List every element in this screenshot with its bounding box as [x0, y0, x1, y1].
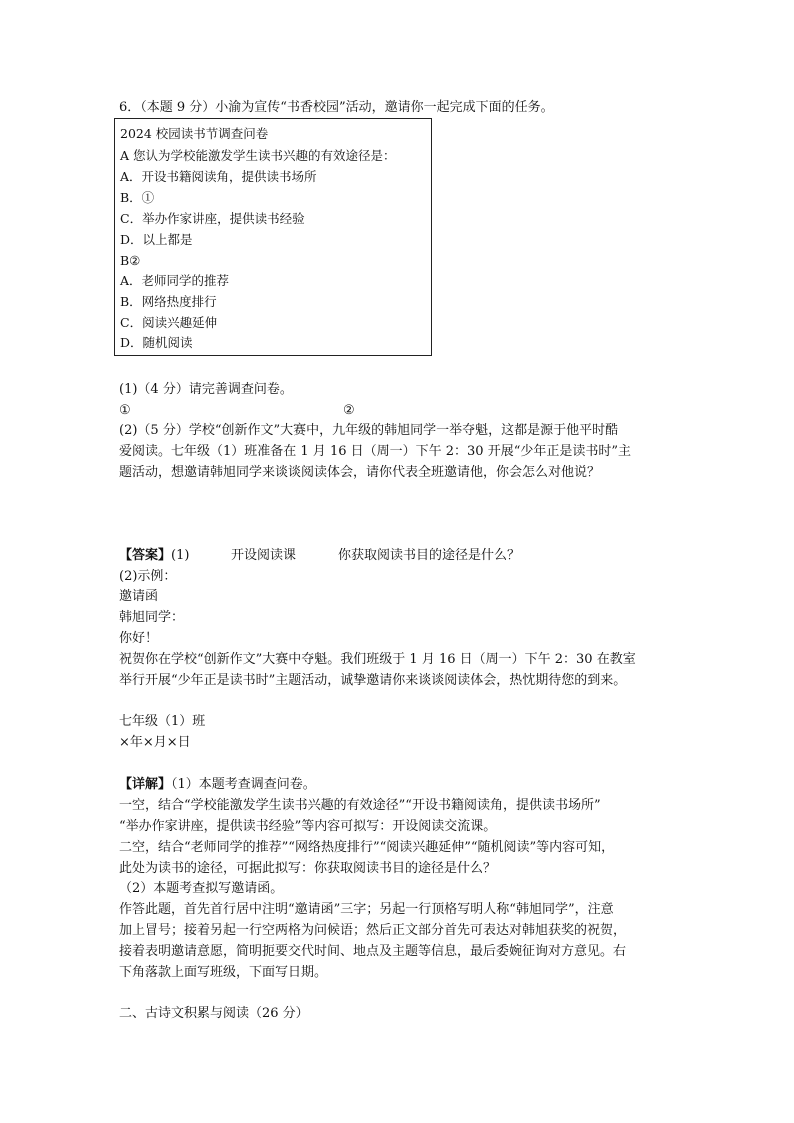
survey-option: C．阅读兴趣延伸 [120, 315, 218, 330]
survey-option: A．开设书籍阅读角，提供读书场所 [120, 169, 317, 184]
detail-line: （2）本题考查拟写邀请函。 [119, 881, 284, 896]
detail-line: 一空，结合“学校能激发学生读书兴趣的有效途径”“开设书籍阅读角，提供读书场所” [119, 798, 601, 813]
detail-line: 作答此题，首先首行居中注明“邀请函”三字；另起一行顶格写明人称“韩旭同学”，注意 [119, 902, 614, 917]
answer-blank-1: 开设阅读课 [231, 548, 297, 563]
detail-line: 二空，结合“老师同学的推荐”“网络热度排行”“阅读兴趣延伸”“随机阅读”等内容可知， [119, 840, 615, 855]
detail-line: （1）本题考查调查问卷。 [171, 777, 316, 792]
survey-option: D．以上都是 [120, 232, 193, 247]
letter-body-line: 祝贺你在学校“创新作文”大赛中夺魁。我们班级于 1 月 16 日（周一）下午 2：30 在教室 [119, 652, 636, 667]
detail-line: 接着表明邀请意愿，简明扼要交代时间、地点及主题等信息，最后委婉征询对方意见。右 [119, 944, 627, 959]
survey-title: 2024 校园读书节调查问卷 [120, 126, 269, 141]
letter-greeting: 你好！ [119, 631, 159, 646]
detail-line: 下角落款上面写班级，下面写日期。 [119, 965, 328, 980]
section-heading: 二、古诗文积累与阅读（26 分） [119, 1006, 309, 1021]
detail-first-line [119, 776, 316, 794]
sub-question-1: (1)（4 分）请完善调查问卷。 [119, 382, 293, 397]
letter-signature: 七年级（1）班 [119, 714, 206, 729]
sub-question-2-line: 题活动，想邀请韩旭同学来谈谈阅读体会，请你代表全班邀请他，你会怎么对他说？ [119, 465, 601, 480]
sub-question-2-line: (2)（5 分）学校“创新作文”大赛中，九年级的韩旭同学一举夺魁，这都是源于他平时酷 [119, 423, 619, 438]
survey-option: C．举办作家讲座，提供读书经验 [120, 211, 305, 226]
survey-option: B．① [120, 190, 155, 205]
question-header: 6．（本题 9 分）小渝为宣传“书香校园”活动，邀请你一起完成下面的任务。 [119, 100, 554, 115]
answer-part1-number: (1) [171, 548, 190, 563]
blank-2-marker: ② [343, 403, 355, 418]
survey-option: A．老师同学的推荐 [120, 273, 230, 288]
blank-1-marker: ① [119, 403, 131, 418]
answer-label-text: 【答案】 [119, 548, 172, 563]
letter-salutation: 韩旭同学： [119, 610, 185, 625]
answer-blank-2: 你获取阅读书目的途径是什么？ [338, 548, 521, 563]
survey-option: D．随机阅读 [120, 335, 193, 350]
detail-line: 加上冒号；接着另起一行空两格为问候语；然后正文部分首先可表达对韩旭获奖的祝贺， [119, 923, 627, 938]
survey-option: B．网络热度排行 [120, 294, 217, 309]
detail-line: 此处为读书的途径，可据此拟写：你获取阅读书目的途径是什么？ [119, 861, 497, 876]
survey-question-a: A 您认为学校能激发学生读书兴趣的有效途径是： [120, 148, 396, 163]
letter-date: ×年×月×日 [119, 735, 191, 750]
answer-part2-head: (2)示例： [119, 569, 177, 584]
sub-question-2-line: 爱阅读。七年级（1）班准备在 1 月 16 日（周一）下午 2：30 开展“少年正是读书时”主 [119, 444, 631, 459]
detail-line: “举办作家讲座，提供读书经验”等内容可拟写：开设阅读交流课。 [119, 819, 497, 834]
letter-title: 邀请函 [119, 589, 159, 604]
survey-question-b: B② [120, 253, 141, 268]
letter-body-line: 举行开展“少年正是读书时”主题活动，诚挚邀请你来谈谈阅读体会，热忱期待您的到来。 [119, 673, 627, 688]
survey-box [114, 118, 432, 356]
detail-label: 【详解】 [119, 777, 172, 792]
answer-label [119, 547, 189, 565]
